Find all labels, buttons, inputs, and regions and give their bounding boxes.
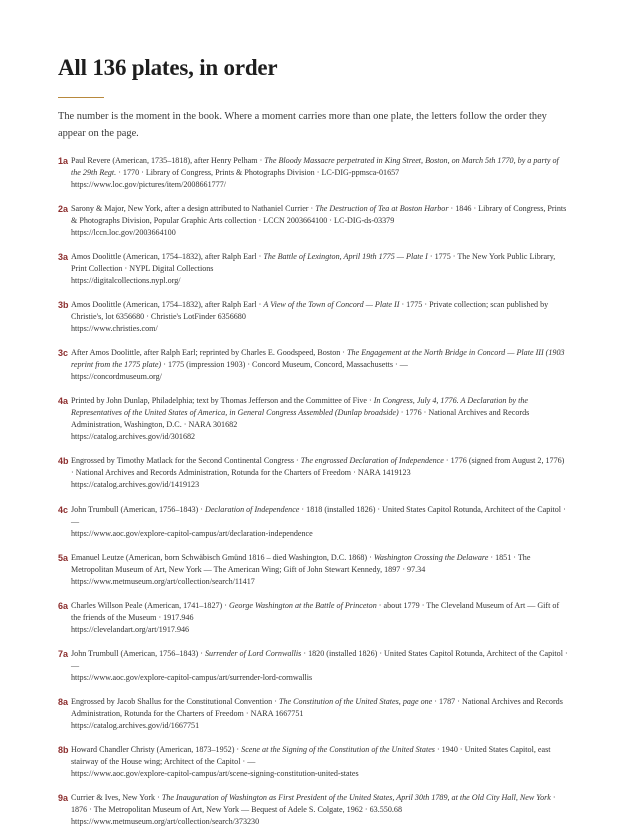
plate-number: 3c — [58, 348, 69, 358]
citation-details: · 1770 · Library of Congress, Prints & Photographs Division · LC-DIG-ppmsca-01657 — [116, 168, 400, 177]
citation-title: Washington Crossing the Delaware — [373, 553, 489, 562]
plate-number: 6a — [58, 601, 69, 611]
citation-details: · 1818 (installed 1826) · United States Capitol Rotunda, Architect of the Capitol · — — [71, 505, 566, 526]
citation-title: The Constitution of the United States, page one — [278, 697, 433, 706]
citation-creator: Engrossed by Timothy Matlack for the Second Continental Congress · — [71, 456, 301, 465]
citation-details: · 1787 · National Archives and Records Administration, Rotunda for the Charters of Freedom · NARA 1667751 — [71, 697, 563, 718]
page-title: All 136 plates, in order — [58, 55, 278, 80]
source-link[interactable]: https://catalog.archives.gov/id/1667751 — [71, 721, 200, 730]
plate-entry — [58, 299, 568, 335]
plate-citation — [71, 347, 568, 371]
plate-citation — [71, 600, 568, 624]
plate-citation — [71, 455, 568, 479]
plate-entry — [58, 347, 568, 383]
plate-number: 8b — [58, 745, 69, 755]
plate-citation — [71, 251, 568, 275]
citation-creator: Charles Willson Peale (American, 1741–1827) · — [71, 601, 229, 610]
citation-details: · 1820 (installed 1826) · United States Capitol Rotunda, Architect of the Capitol · — — [71, 649, 568, 670]
citation-details: · 1776 · National Archives and Records Administration, Washington, D.C. · NARA 301682 — [71, 408, 530, 429]
plate-citation — [71, 395, 568, 431]
plate-citation — [71, 299, 568, 323]
plate-number: 3a — [58, 252, 69, 262]
citation-creator: Howard Chandler Christy (American, 1873–1952) · — [71, 745, 242, 754]
source-link[interactable]: https://digitalcollections.nypl.org/ — [71, 276, 181, 285]
plate-number: 2a — [58, 204, 69, 214]
citation-details: · 1846 · Library of Congress, Prints & Photographs Division, Popular Graphic Arts collection · LCCN 2003664100 · LC-DIG-ds-03379 — [71, 204, 567, 225]
plate-number: 8a — [58, 697, 69, 707]
citation-creator: Emanuel Leutze (American, born Schwäbisch Gmünd 1816 – died Washington, D.C. 1868) · — [71, 553, 374, 562]
citation-details: · 1775 (impression 1903) · Concord Museum, Concord, Massachusetts · — — [161, 360, 408, 369]
citation-creator: After Amos Doolittle, after Ralph Earl; reprinted by Charles E. Goodspeed, Boston · — [71, 348, 348, 357]
plate-number: 9a — [58, 793, 69, 803]
citation-details: · 1775 · Private collection; scan published by Christie's, lot 6356680 · Christie's LotFinder 6356680 — [71, 300, 549, 321]
source-link[interactable]: https://catalog.archives.gov/id/1419123 — [71, 480, 200, 489]
plate-citation — [71, 552, 568, 576]
plate-citation — [71, 504, 568, 528]
plate-number: 5a — [58, 553, 69, 563]
source-link[interactable]: https://www.metmuseum.org/art/collection/search/373230 — [71, 817, 260, 826]
plate-citation — [71, 203, 568, 227]
plate-list — [58, 155, 568, 828]
citation-creator: Paul Revere (American, 1735–1818), after Henry Pelham · — [71, 156, 265, 165]
plate-entry — [58, 504, 568, 540]
plate-number: 4a — [58, 396, 69, 406]
citation-title: Declaration of Independence — [205, 505, 300, 514]
citation-title: Scene at the Signing of the Constitution of the United States — [241, 745, 435, 754]
plate-entry — [58, 455, 568, 491]
citation-creator: Currier & Ives, New York · — [71, 793, 162, 802]
plate-citation — [71, 744, 568, 768]
plate-entry — [58, 552, 568, 588]
plate-entry — [58, 648, 568, 684]
plate-citation — [71, 792, 568, 816]
source-link[interactable]: https://concordmuseum.org/ — [71, 372, 162, 381]
source-link[interactable]: https://www.aoc.gov/explore-capitol-campus/art/declaration-independence — [71, 529, 313, 538]
plate-number: 4c — [58, 505, 69, 515]
title-rule — [58, 97, 104, 98]
plate-entry — [58, 251, 568, 287]
citation-title: George Washington at the Battle of Princeton — [229, 601, 377, 610]
citation-title: Surrender of Lord Cornwallis — [205, 649, 302, 658]
citation-details: · 1851 · The Metropolitan Museum of Art, New York — The American Wing; Gift of John Stewart Kennedy, 1897 · 97.34 — [71, 553, 531, 574]
plate-entry — [58, 696, 568, 732]
source-link[interactable]: https://catalog.archives.gov/id/301682 — [71, 432, 196, 441]
citation-title: The Battle of Lexington, April 19th 1775 — Plate I — [263, 252, 428, 261]
citation-details: · 1776 (signed from August 2, 1776) · National Archives and Records Administration, Rotunda for the Charters of Freedom · NARA 1419123 — [71, 456, 565, 477]
plate-citation — [71, 696, 568, 720]
plate-entry — [58, 744, 568, 780]
source-link[interactable]: https://www.metmuseum.org/art/collection/search/11417 — [71, 577, 255, 586]
intro-text: The number is the moment in the book. Where a moment carries more than one plate, the letters follow the order they appear on the page. — [58, 111, 547, 139]
source-link[interactable]: https://www.loc.gov/pictures/item/2008661777/ — [71, 180, 227, 189]
source-link[interactable]: https://www.christies.com/ — [71, 324, 158, 333]
citation-details: · 1940 · United States Capitol, east stairway of the House wing; Architect of the Capitol · — — [71, 745, 551, 766]
plate-number: 7a — [58, 649, 69, 659]
citation-title: The Bloody Massacre perpetrated in King Street, Boston, on March 5th 1770, by a party of the 29th Regt. — [71, 156, 559, 177]
plate-entry — [58, 395, 568, 443]
citation-title: The Destruction of Tea at Boston Harbor — [315, 204, 449, 213]
citation-details: · 1876 · The Metropolitan Museum of Art, New York — Bequest of Adele S. Colgate, 1962 · 63.550.68 — [71, 793, 556, 814]
source-link[interactable]: https://www.aoc.gov/explore-capitol-campus/art/surrender-lord-cornwallis — [71, 673, 313, 682]
citation-details: · about 1779 · The Cleveland Museum of Art — Gift of the friends of the Museum · 1917.946 — [71, 601, 560, 622]
plate-entry — [58, 203, 568, 239]
source-link[interactable]: https://lccn.loc.gov/2003664100 — [71, 228, 176, 237]
citation-creator: Amos Doolittle (American, 1754–1832), after Ralph Earl · — [71, 300, 264, 309]
citation-creator: Printed by John Dunlap, Philadelphia; text by Thomas Jefferson and the Committee of Five · — [71, 396, 374, 405]
plate-number: 4b — [58, 456, 69, 466]
source-link[interactable]: https://clevelandart.org/art/1917.946 — [71, 625, 190, 634]
plate-citation — [71, 648, 568, 672]
citation-title: The engrossed Declaration of Independence — [300, 456, 444, 465]
plate-number: 1a — [58, 156, 69, 166]
plate-citation — [71, 155, 568, 179]
source-link[interactable]: https://www.aoc.gov/explore-capitol-campus/art/scene-signing-constitution-united-states — [71, 769, 359, 778]
citation-details: · 1775 · The New York Public Library, Print Collection · NYPL Digital Collections — [71, 252, 556, 273]
plate-entry — [58, 155, 568, 191]
plate-entry — [58, 600, 568, 636]
citation-creator: John Trumbull (American, 1756–1843) · — [71, 505, 205, 514]
citation-title: The Engagement at the North Bridge in Concord — Plate III (1903 reprint from the 1775 plate) — [71, 348, 565, 369]
citation-title: The Inauguration of Washington as First President of the United States, April 30th 1789, at the Old City Hall, New York — [161, 793, 551, 802]
citation-title: A View of the Town of Concord — Plate II — [263, 300, 400, 309]
citation-creator: John Trumbull (American, 1756–1843) · — [71, 649, 205, 658]
plate-number: 3b — [58, 300, 69, 310]
citation-creator: Amos Doolittle (American, 1754–1832), after Ralph Earl · — [71, 252, 264, 261]
citation-title: In Congress, July 4, 1776. A Declaration by the Representatives of the United States of America, in General Congress Assembled (Dunlap broadside) — [71, 396, 529, 417]
plate-entry — [58, 792, 568, 828]
citation-creator: Engrossed by Jacob Shallus for the Constitutional Convention · — [71, 697, 279, 706]
page — [58, 54, 568, 828]
citation-creator: Sarony & Major, New York, after a design attributed to Nathaniel Currier · — [71, 204, 316, 213]
